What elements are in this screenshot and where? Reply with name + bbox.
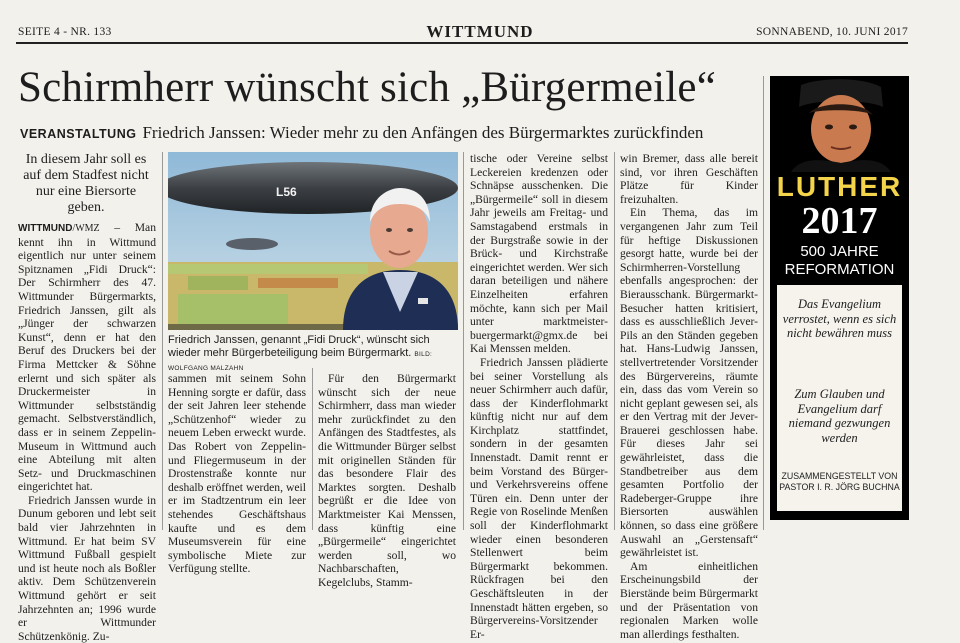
column-divider [312, 368, 313, 530]
article-intro: In diesem Jahr soll es auf dem Stadfest nicht nur eine Biersorte geben. [23, 152, 149, 215]
ad-compiled-by: ZUSAMMENGESTELLT VON PASTOR I. R. JÖRG BUCHNA [779, 471, 900, 492]
text-column-5 [620, 152, 758, 641]
paragraph: Für den Bürgermarkt wünscht sich der neue Schirmherr, dass man wieder mehr zurückfindet zu den Anfängen des Stadtfestes, als die Wittmunder Bürger selbst mit originellen Ständen für das besondere Flair des Marktes sorgten. Deshalb begrüßt er die Idee von Marktmeister Kai Menssen, dass künftig eine „Bürgermeile“ eingerichtet werden soll, wo Nachbarschaften, Kegelclubs, Stamm- [318, 372, 456, 589]
article-photo [168, 152, 458, 330]
paragraph: Ein Thema, das im vergangenen Jahr zum Teil für heftige Diskussionen gesorgt hatte, wurde bei der Schirmherren-Vorstellung ebenfalls angesprochen: der Bierausschank. Bürgermarkt-Besucher hatten kritisiert, dass es ausschließlich Jever-Pils an den Ständen gegeben hat. Hans-Ludwig Janssen, stellvertretender Vorsitzender des Bürgervereins, räumte ein, dass das vom Verein so nicht geplant gewesen sei, als er den Vertrag mit der Jever-Brauerei geschlossen habe. Für dieses Jahr sei gewährleistet, dass die Standbetreiber aus dem gesamten Portfolio der Radeberger-Gruppe ihre Biersorten auswählen können, so dass eine größere Auswahl an „Gerstensaft“ gewährleistet ist. [620, 206, 758, 560]
paragraph [18, 221, 156, 494]
section-title: WITTMUND [426, 22, 534, 41]
kicker: VERANSTALTUNG [20, 127, 137, 141]
paragraph: Am einheitlichen Erscheinungsbild der Bierstände beim Bürgermarkt und der Präsentation von regionalen Marken wolle man allerdings festhalten. [620, 559, 758, 641]
luther-portrait-icon [771, 77, 908, 172]
photo-caption [168, 334, 458, 375]
column-divider [162, 152, 163, 530]
field [188, 276, 248, 290]
column-divider [614, 152, 615, 530]
luther-quote: Zum Glauben und Evangelium darf niemand gezwungen werden [788, 387, 891, 445]
photo-credit: BILD: WOLFGANG MALZAHN [168, 351, 433, 372]
text-column-1 [18, 221, 156, 643]
paragraph-text: – Man kennt ihn in Wittmund eigentlich nur unter seinem Spitznamen „Fidi Druck“: Der Schirmherr des 47. Wittmunder Bürgermarkts, Friedrich Janssen, gilt als „Jünger der schwarzen Kunst“, denn er hat den Beruf des Druckers bei der Firma Mettcker & Söhne erlernt und sich später als Druckermeister in Wittmunder selbstständig gemacht. Selbstverständlich, dass er in seinem Zeppelin-Museum in Wittmund auch eine Abteilung mit alten Setz- und Druckmaschinen eingerichtet hat. [18, 221, 156, 494]
field [168, 264, 368, 274]
page-number: SEITE 4 - NR. 133 [18, 26, 112, 38]
text-column-3 [318, 372, 456, 590]
paragraph: Friedrich Janssen plädierte bei seiner Vorstellung als neuer Schirmherr auch dafür, dass der Kinderflohmarkt künftig nicht nur auf dem Kirchplatz stattfindet, sondern in der gesamten Innenstadt. Damit rennt er beim Vorstand des Bürger- und Verkehrsvereins offene Türen ein. Denn unter der Regie von Roselinde Menßen soll der Kinderflohmarkt wieder einen besonderen Stellenwert beim Bürgermarkt bekommen. Rückfragen bei den Geschäftsleuten in der Innenstadt hätten ergeben, so Bürgervereins-Vorsitzender Er- [470, 355, 608, 641]
ad-subtitle: 500 JAHRE [800, 243, 879, 260]
field [258, 278, 338, 288]
quote-panel [777, 285, 902, 511]
text-column-2 [168, 372, 306, 576]
luther-quote: Das Evangelium verrostet, wenn es sich nicht bewähren muss [782, 297, 897, 340]
ad-luther-title: LUTHER [776, 171, 903, 202]
ad-year: 2017 [801, 200, 878, 242]
paragraph: win Bremer, dass alle bereit sind, vor ihren Geschäften Plätze für Kinder freizuhalten. [620, 152, 758, 206]
caption-text: Friedrich Janssen, genannt „Fidi Druck“, wünscht sich wieder mehr Bürgerbeteiligung beim Bürgermarkt. [168, 334, 430, 359]
zeppelin-label: L56 [276, 185, 297, 199]
subheadline-text: Friedrich Janssen: Wieder mehr zu den Anfängen des Bürgermarktes zurückfinden [142, 123, 704, 142]
header-rule [16, 42, 908, 44]
paragraph: tische oder Vereine selbst Leckereien kredenzen oder Schnäpse ausschenken. Die „Bürgermeile“ soll in diesem Jahr jeweils am Freitag- und Samstagabend erstmals in der Burgstraße sowie in der Brück- und Kirchstraße eingerichtet werden. Wer sich daran beteiligen und nähere Einzelheiten erfahren möchte, kann sich per Mail unter marktmeister-buergermarkt@gmx.de bei Kai Menssen melden. [470, 152, 608, 356]
ad-subtitle: REFORMATION [784, 261, 895, 278]
paragraph: sammen mit seinem Sohn Henning sorgte er dafür, dass der seit Jahren leer stehende „Schützenhof“ wieder zu neuem Leben erweckt wurde. Das Robert von Zeppelin- und Fliegermuseum in der Drostenstraße konnte nur deshalb eröffnet werden, weil er im Stadtzentrum ein leer stehendes Geschäftshaus kaufte und es dem Museumsverein für eine symbolische Miete zur Verfügung stellte. [168, 372, 306, 576]
dateline: WITTMUND [18, 223, 73, 234]
article-headline: Schirmherr wünscht sich „Bürgermeile“ [18, 64, 716, 111]
agency: /WMZ [72, 223, 100, 234]
photo-illustration [168, 152, 458, 330]
text-column-4 [470, 152, 608, 641]
small-airship-icon [226, 238, 278, 250]
article-subheadline [20, 123, 703, 143]
luther-advertisement [770, 76, 909, 520]
column-divider [463, 152, 464, 530]
issue-date: SONNABEND, 10. JUNI 2017 [756, 26, 908, 38]
paragraph: Friedrich Janssen wurde in Dunum geboren und lebt seit bald vier Jahrzehnten in Wittmund. Er hat beim SV Wittmund Fußball gespielt und ist heute noch als Boßler aktiv. Dem Schützenverein Wittmund gehört er seit Jahrzehnten an; 1996 wurde er Wittmunder Schützenkönig. Zu- [18, 493, 156, 643]
field [178, 294, 288, 324]
column-divider [763, 76, 764, 530]
